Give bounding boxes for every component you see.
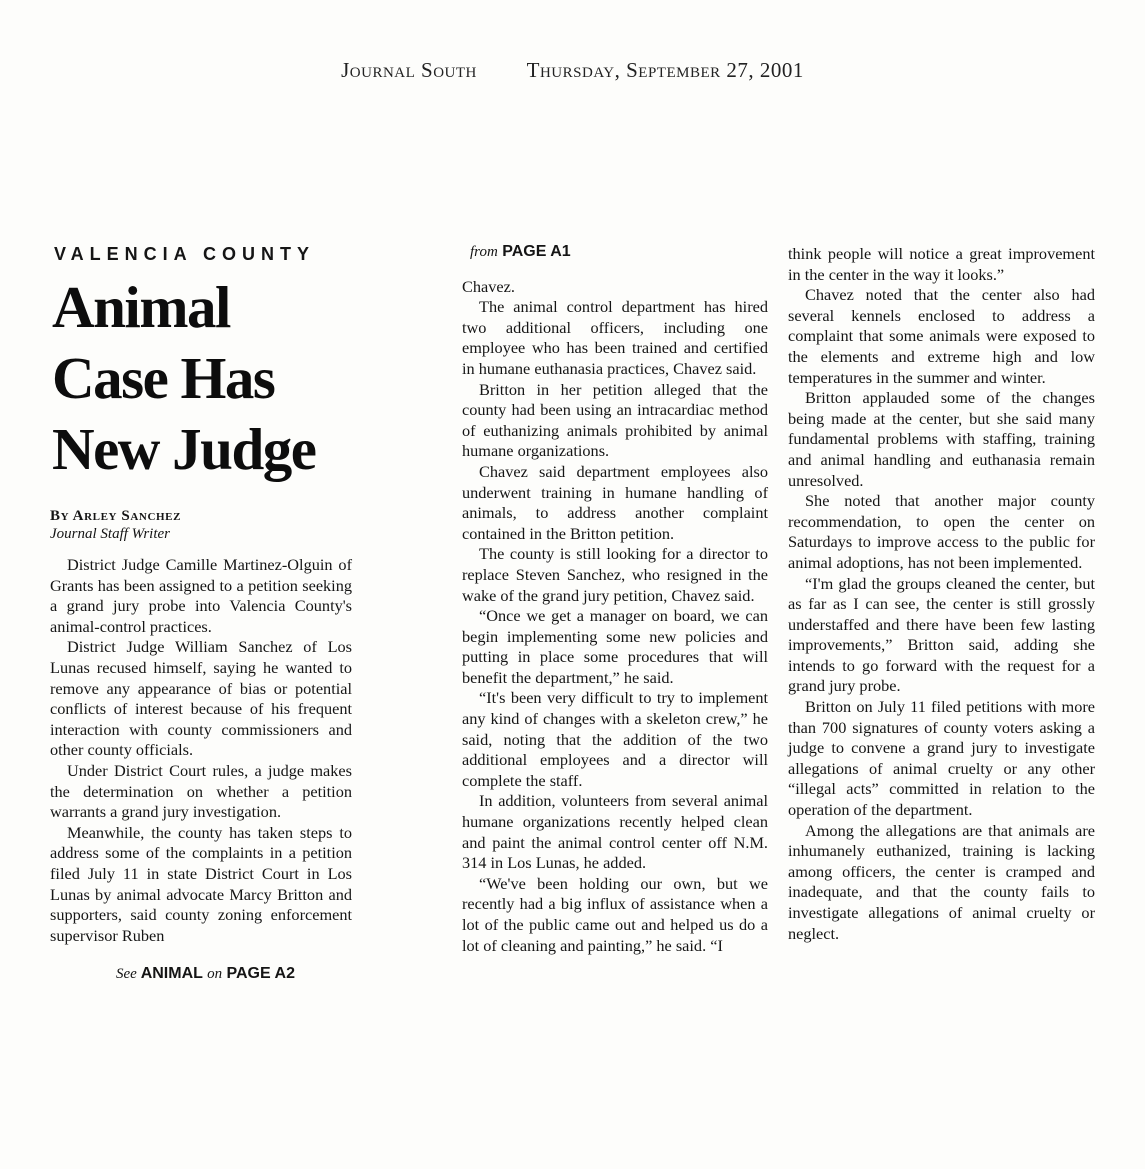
byline: By Arley Sanchez <box>50 508 182 524</box>
paragraph: Britton in her petition alleged that the county had been using an intracardiac method of euthanizing animals prohibited by animal humane organizations. <box>462 379 768 461</box>
jump-see-word: See <box>116 966 137 983</box>
paragraph: District Judge William Sanchez of Los Lunas recused himself, saying he wanted to remove any appearance of bias or potential conflicts of interest because of his frequent interaction with county commissioners and other county officials. <box>50 637 352 760</box>
article-column-3 <box>788 244 1095 944</box>
paragraph: Under District Court rules, a judge makes the determination on whether a petition warrants a grand jury investigation. <box>50 760 352 822</box>
article-column-2 <box>462 240 768 956</box>
paragraph: Chavez noted that the center also had several kennels enclosed to address a complaint that some animals were exposed to the elements and extreme high and low temperatures in the summer and winter. <box>788 285 1095 387</box>
masthead <box>0 58 1145 83</box>
publication-date: Thursday, September 27, 2001 <box>526 58 804 82</box>
paragraph: Chavez said department employees also underwent training in humane handling of animals, to address another complaint contained in the Britton petition. <box>462 461 768 543</box>
paragraph: She noted that another major county recommendation, to open the center on Saturdays to improve access to the public for animal adoptions, has not been implemented. <box>788 491 1095 572</box>
jump-page: PAGE A2 <box>226 965 295 983</box>
paragraph: think people will notice a great improvement in the center in the way it looks.” <box>788 244 1095 284</box>
paragraph: “It's been very difficult to try to implement any kind of changes with a skeleton crew,” he said, noting that the addition of the two additional employees and a director will complete the staff. <box>462 688 768 790</box>
staff-title: Journal Staff Writer <box>50 526 170 542</box>
paragraph: Britton applauded some of the changes being made at the center, but she said many fundamental problems with staffing, training and animal handling and euthanasia remain unresolved. <box>788 388 1095 490</box>
paragraph: The animal control department has hired two additional officers, including one employee who has been trained and certified in humane euthanasia practices, Chavez said. <box>462 297 768 378</box>
paragraph: District Judge Camille Martinez-Olguin of Grants has been assigned to a petition seeking a grand jury probe into Valencia County's animal-control practices. <box>50 555 352 636</box>
section-kicker: VALENCIA COUNTY <box>54 244 315 264</box>
jump-from-page: PAGE A1 <box>502 243 571 260</box>
paragraph: Chavez. <box>462 276 515 296</box>
paragraph: Meanwhile, the county has taken steps to address some of the complaints in a petition filed July 11 in state District Court in Los Lunas by animal advocate Marcy Britton and supporters, said county zoning enforcement supervisor Ruben <box>50 822 352 945</box>
jump-slug: ANIMAL <box>140 965 203 983</box>
jump-from-word: from <box>470 244 498 260</box>
paragraph: Britton on July 11 filed petitions with more than 700 signatures of county voters asking a judge to convene a grand jury to investigate allegations of animal cruelty or any other “illegal acts” committed in relation to the operation of the department. <box>788 697 1095 820</box>
headline: Animal Case Has New Judge <box>52 274 316 482</box>
paragraph: “Once we get a manager on board, we can begin implementing some new policies and putting in place some procedures that will benefit the department,” he said. <box>462 606 768 687</box>
paragraph: “I'm glad the groups cleaned the center, but as far as I can see, the center is still grossly understaffed and there have been few lasting improvements,” Britton said, adding she intends to go forward with the request for a grand jury probe. <box>788 573 1095 696</box>
jump-on-word: on <box>207 966 223 983</box>
jump-from <box>470 242 768 263</box>
paragraph: Among the allegations are that animals are inhumanely euthanized, training is lacking among officers, the center is cramped and inadequate, and that the county fails to investigate allegations of animal cruelty or neglect. <box>788 820 1095 943</box>
publication-name: Journal South <box>341 58 477 82</box>
article-column-1 <box>50 240 352 985</box>
paragraph: In addition, volunteers from several animal humane organizations recently helped clean and paint the animal control center off N.M. 314 in Los Lunas, he added. <box>462 791 768 873</box>
paragraph: The county is still looking for a director to replace Steven Sanchez, who resigned in the wake of the grand jury petition, Chavez said. <box>462 544 768 605</box>
jump-continued <box>50 964 352 985</box>
paragraph: “We've been holding our own, but we recently had a big influx of assistance when a lot of the public came out and helped us do a lot of cleaning and painting,” he said. “I <box>462 873 768 955</box>
